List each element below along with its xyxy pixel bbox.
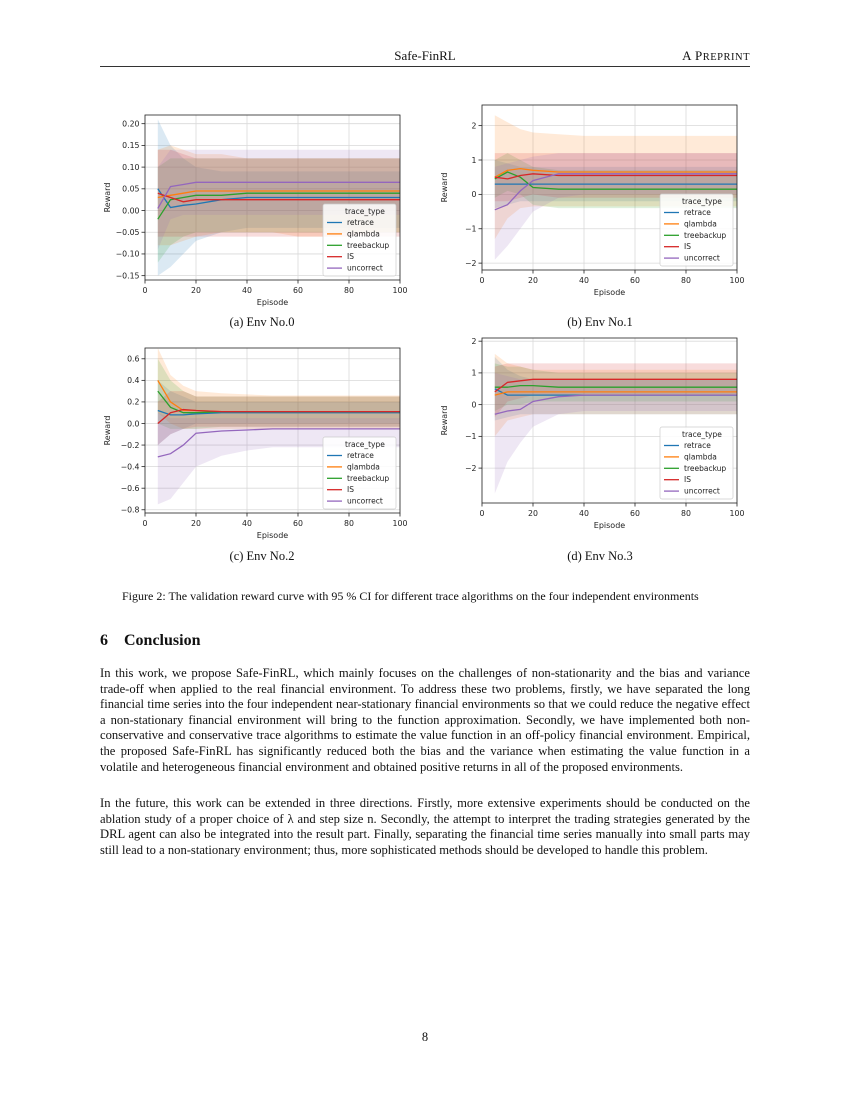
legend-label-retrace: retrace — [684, 441, 711, 450]
x-tick-label: 60 — [293, 286, 303, 295]
legend-label-is: IS — [347, 485, 354, 495]
legend-label-treebackup: treebackup — [347, 473, 390, 483]
y-tick-label: 0.00 — [122, 206, 140, 216]
y-tick-label: −2 — [465, 258, 477, 268]
y-axis-label: Reward — [440, 172, 449, 203]
x-tick-label: 60 — [630, 276, 640, 285]
section-heading — [100, 632, 200, 650]
legend-label-is: IS — [684, 475, 691, 485]
x-axis-label: Episode — [256, 298, 289, 307]
x-tick-label: 20 — [191, 286, 201, 295]
x-tick-label: 0 — [142, 286, 148, 295]
y-tick-label: 1 — [471, 155, 477, 165]
legend-label-uncorrect: uncorrect — [347, 496, 383, 506]
x-axis-label: Episode — [593, 288, 626, 297]
y-tick-label: −1 — [465, 432, 477, 442]
x-tick-label: 100 — [392, 286, 408, 295]
chart-env-0 — [100, 110, 420, 310]
legend-label-retrace: retrace — [684, 208, 711, 217]
y-tick-label: 0.20 — [122, 119, 140, 129]
legend-label-qlambda: qlambda — [347, 229, 380, 239]
legend — [660, 427, 733, 499]
chart-env-3 — [437, 333, 757, 533]
x-tick-label: 0 — [479, 509, 485, 518]
chart-svg — [437, 100, 757, 300]
x-tick-label: 80 — [344, 286, 354, 295]
legend-label-is: IS — [347, 252, 354, 262]
y-tick-label: −0.6 — [120, 483, 140, 493]
x-tick-label: 20 — [191, 519, 201, 528]
x-axis-label: Episode — [593, 521, 626, 530]
y-tick-label: 2 — [471, 336, 477, 346]
x-tick-label: 40 — [242, 286, 252, 295]
y-tick-label: −0.2 — [120, 440, 140, 450]
legend-label-treebackup: treebackup — [347, 240, 390, 250]
legend-title: trace_type — [345, 440, 385, 449]
y-tick-label: −0.15 — [115, 271, 140, 281]
x-axis-label: Episode — [256, 531, 289, 540]
x-tick-label: 100 — [729, 276, 745, 285]
legend — [323, 437, 396, 509]
y-tick-label: 0.6 — [127, 354, 140, 364]
chart-svg — [100, 343, 420, 543]
legend-title: trace_type — [345, 207, 385, 216]
chart-svg — [100, 110, 420, 310]
legend-label-retrace: retrace — [347, 451, 374, 460]
legend-label-retrace: retrace — [347, 218, 374, 227]
subcaption-a: (a) Env No.0 — [229, 315, 295, 329]
x-tick-label: 80 — [681, 509, 691, 518]
preprint-label-sc: REPRINT — [702, 52, 750, 63]
y-tick-label: −0.10 — [115, 249, 140, 259]
y-tick-label: −1 — [465, 224, 477, 234]
x-tick-label: 60 — [630, 509, 640, 518]
y-tick-label: −0.05 — [115, 228, 140, 238]
x-tick-label: 100 — [729, 509, 745, 518]
legend-label-uncorrect: uncorrect — [684, 253, 720, 263]
y-tick-label: 0.15 — [122, 141, 140, 151]
y-tick-label: 2 — [471, 121, 477, 131]
legend — [323, 204, 396, 276]
chart-svg — [437, 333, 757, 533]
subcaption-b: (b) Env No.1 — [567, 315, 633, 329]
legend-label-is: IS — [684, 242, 691, 252]
y-tick-label: 0 — [471, 190, 477, 200]
paragraph-2: In the future, this work can be extended in three directions. Firstly, more extensive experiments should be conducted on the ablation study of a proper choice of λ and step size n. Secondly, the attempt to interpret the trading strategies generated by the DRL agent can also be integrated into the result part. Finally, separating the financial time series manually into small parts may still lead to a non-stationary environment; thus, more sophisticated methods should be developed to handle this problem. — [100, 796, 750, 857]
y-tick-label: 0.2 — [127, 397, 140, 407]
x-tick-label: 40 — [242, 519, 252, 528]
legend-label-treebackup: treebackup — [684, 463, 727, 473]
paragraph-1: In this work, we propose Safe-FinRL, which mainly focuses on the challenges of non-stationarity and the bias and variance trade-off when applied to the real financial environment. To address these two problems, firstly, we have separated the long financial time series into the four independent near-stationary financial environments so that we could reduce the negative effect a non-stationary financial environment will bring to the function approximation. Secondly, we have implemented both non-conservative and conservative trace algorithms to estimate the value function in an off-policy financial environment. Empirical, the proposed Safe-FinRL has significantly reduced both the bias and the variance when estimating the value function in a volatile and heterogeneous financial environment and obtained positive returns in all of the proposed environments. — [100, 666, 750, 774]
section-number: 6 — [100, 632, 108, 649]
y-tick-label: 0 — [471, 400, 477, 410]
legend-label-qlambda: qlambda — [684, 219, 717, 229]
x-tick-label: 0 — [479, 276, 485, 285]
y-tick-label: −2 — [465, 463, 477, 473]
x-tick-label: 40 — [579, 509, 589, 518]
section-title: Conclusion — [124, 632, 201, 649]
x-tick-label: 80 — [344, 519, 354, 528]
subcaption-d: (d) Env No.3 — [567, 549, 633, 563]
y-tick-label: −0.4 — [120, 462, 140, 472]
legend-label-uncorrect: uncorrect — [347, 263, 383, 273]
figure-caption: Figure 2: The validation reward curve with 95 % CI for different trace algorithms on the four independent environments — [122, 589, 699, 603]
preprint-label — [682, 48, 750, 64]
page-number: 8 — [421, 1030, 429, 1044]
chart-env-1 — [437, 100, 757, 300]
y-axis-label: Reward — [103, 415, 112, 446]
y-axis-label: Reward — [440, 405, 449, 436]
y-axis-label: Reward — [103, 182, 112, 213]
preprint-label-a: A P — [682, 48, 703, 63]
x-tick-label: 20 — [528, 276, 538, 285]
y-tick-label: 0.0 — [127, 419, 140, 429]
running-header — [100, 48, 750, 67]
x-tick-label: 20 — [528, 509, 538, 518]
chart-env-2 — [100, 343, 420, 543]
legend-label-treebackup: treebackup — [684, 230, 727, 240]
x-tick-label: 80 — [681, 276, 691, 285]
x-tick-label: 60 — [293, 519, 303, 528]
y-tick-label: 0.05 — [122, 184, 140, 194]
legend-label-uncorrect: uncorrect — [684, 486, 720, 496]
x-tick-label: 100 — [392, 519, 408, 528]
y-tick-label: −0.8 — [120, 505, 140, 515]
x-tick-label: 0 — [142, 519, 148, 528]
y-tick-label: 0.4 — [127, 376, 140, 386]
legend — [660, 194, 733, 266]
legend-label-qlambda: qlambda — [347, 462, 380, 472]
subcaption-c: (c) Env No.2 — [229, 549, 295, 563]
legend-title: trace_type — [682, 197, 722, 206]
legend-label-qlambda: qlambda — [684, 452, 717, 462]
y-tick-label: 1 — [471, 368, 477, 378]
running-title: Safe-FinRL — [394, 48, 456, 63]
y-tick-label: 0.10 — [122, 162, 140, 172]
x-tick-label: 40 — [579, 276, 589, 285]
legend-title: trace_type — [682, 430, 722, 439]
